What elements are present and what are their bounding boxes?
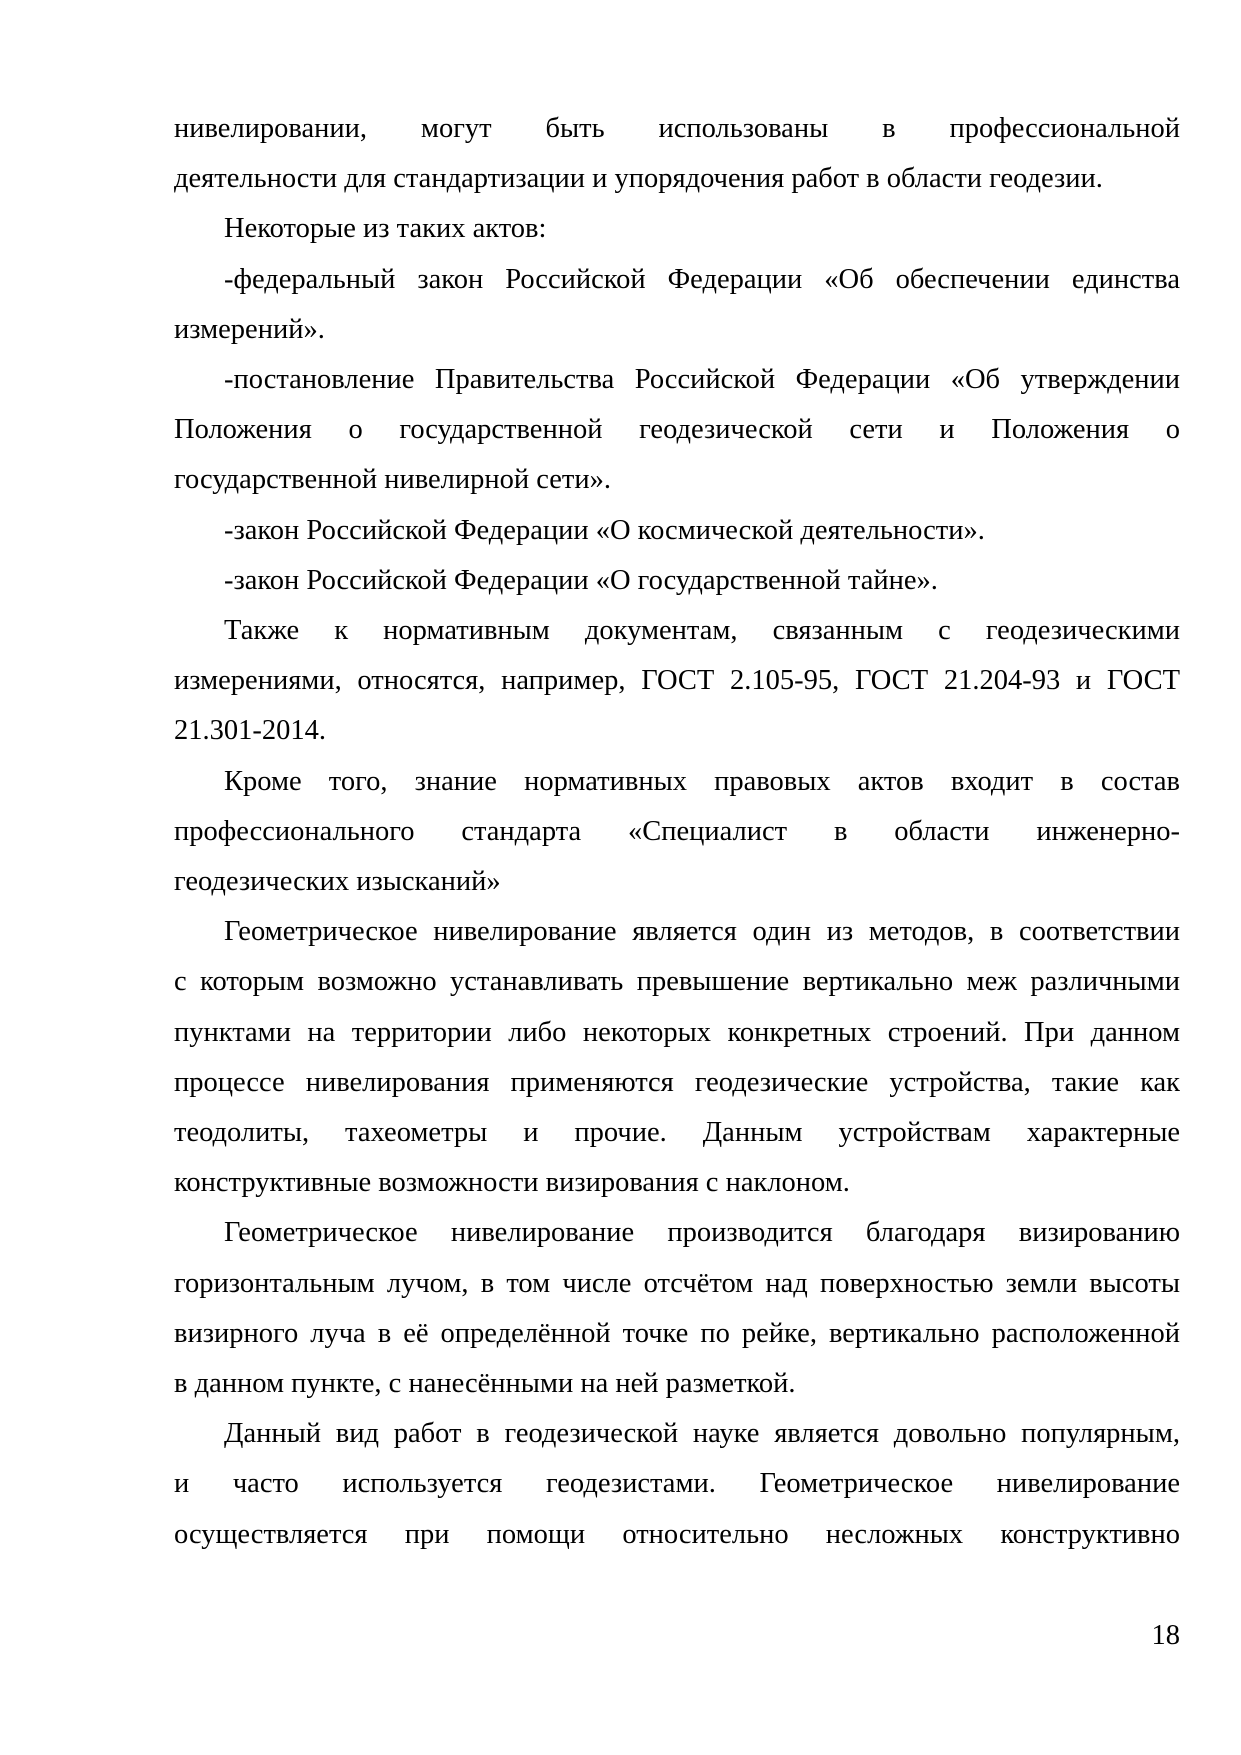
paragraph — [174, 907, 1180, 1208]
page-number: 18 — [1151, 1620, 1180, 1651]
document-body — [174, 104, 1180, 1560]
text-line: Кроме того, знание нормативных правовых актов входит в состав — [224, 765, 1180, 797]
text-line: геодезических изысканий» — [174, 866, 501, 898]
text-line: -федеральный закон Российской Федерации «Об обеспечении единства — [224, 263, 1180, 295]
text-line: осуществляется при помощи относительно несложных конструктивно — [174, 1518, 1180, 1550]
text-line: -закон Российской Федерации «О космической деятельности». — [224, 514, 985, 546]
text-line: профессионального стандарта «Специалист в области инженерно- — [174, 815, 1180, 847]
text-line: теодолиты, тахеометры и прочие. Данным устройствам характерные — [174, 1117, 1180, 1149]
text-line: Данный вид работ в геодезической науке является довольно популярным, — [224, 1418, 1180, 1450]
text-line: горизонтальным лучом, в том числе отсчётом над поверхностью земли высоты — [174, 1267, 1180, 1299]
paragraph — [174, 1208, 1180, 1409]
text-line: и часто используется геодезистами. Геометрическое нивелирование — [174, 1468, 1180, 1500]
text-line: -закон Российской Федерации «О государственной тайне». — [224, 564, 938, 596]
text-line: Геометрическое нивелирование является один из методов, в соответствии — [224, 916, 1180, 948]
paragraph — [174, 1409, 1180, 1560]
text-line: Некоторые из таких актов: — [224, 213, 547, 245]
paragraph-list-item — [174, 355, 1180, 506]
paragraph-continuation — [174, 104, 1180, 204]
text-line: Положения о государственной геодезической сети и Положения о — [174, 414, 1180, 446]
text-line: Также к нормативным документам, связанным с геодезическими — [224, 615, 1180, 647]
text-line: 21.301-2014. — [174, 715, 326, 747]
text-line: в данном пункте, с нанесёнными на ней разметкой. — [174, 1368, 796, 1400]
text-line: визирного луча в её определённой точке по рейке, вертикально расположенной — [174, 1317, 1180, 1349]
text-line: измерений». — [174, 313, 325, 345]
text-line: -постановление Правительства Российской Федерации «Об утверждении — [224, 364, 1180, 396]
paragraph — [174, 606, 1180, 757]
text-line: процессе нивелирования применяются геодезические устройства, такие как — [174, 1066, 1180, 1098]
paragraph-list-item — [174, 506, 1180, 556]
paragraph — [174, 204, 1180, 254]
text-line: измерениями, относятся, например, ГОСТ 2.105-95, ГОСТ 21.204-93 и ГОСТ — [174, 665, 1180, 697]
text-line: государственной нивелирной сети». — [174, 464, 612, 496]
paragraph-list-item — [174, 255, 1180, 355]
text-line: пунктами на территории либо некоторых конкретных строений. При данном — [174, 1016, 1180, 1048]
text-line: деятельности для стандартизации и упорядочения работ в области геодезии. — [174, 163, 1103, 195]
text-line: с которым возможно устанавливать превышение вертикально меж различными — [174, 966, 1180, 998]
paragraph-list-item — [174, 556, 1180, 606]
text-line: конструктивные возможности визирования с наклоном. — [174, 1167, 850, 1199]
paragraph — [174, 757, 1180, 908]
text-line: Геометрическое нивелирование производится благодаря визированию — [224, 1217, 1180, 1249]
text-line: нивелировании, могут быть использованы в профессиональной — [174, 113, 1180, 144]
